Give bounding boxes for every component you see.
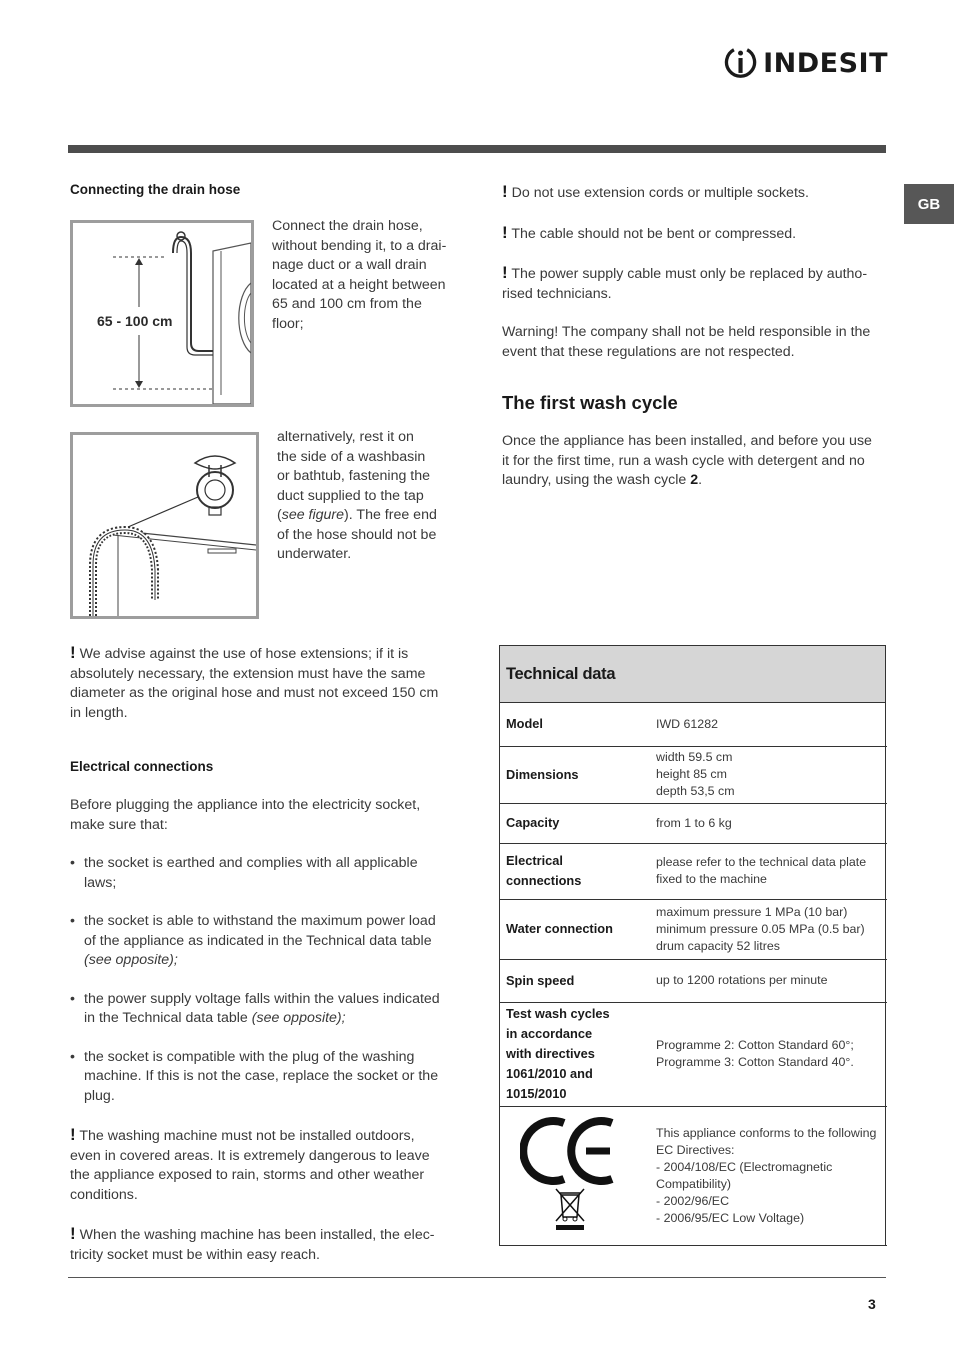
text-line [502, 263, 892, 285]
table-row [500, 1106, 887, 1245]
text-line: 1061/2010 and [506, 1066, 593, 1081]
table-row [500, 1002, 887, 1106]
text-line: conditions. [70, 1186, 138, 1203]
text-line [502, 182, 892, 204]
electrical-section [70, 796, 470, 1265]
drain-height-figure [70, 220, 254, 407]
text-line: laws; [84, 874, 117, 891]
first-wash-heading: The first wash cycle [502, 392, 678, 413]
text-line: with directives [506, 1046, 595, 1061]
spec-value [650, 1002, 887, 1106]
text-line: IWD 61282 [656, 716, 718, 731]
warning-icon: ! [70, 643, 76, 662]
electrical-heading: Electrical connections [70, 759, 214, 774]
text-line: 1015/2010 [506, 1086, 567, 1101]
text-line: absolutely necessary, the extension must have the same [70, 665, 426, 682]
text-line: Electrical [506, 853, 563, 868]
text-line: in accordance [506, 1026, 593, 1041]
see-opposite-reference: (see opposite); [251, 1010, 346, 1026]
text-line: located at a height between [272, 276, 446, 293]
header-rule [68, 145, 886, 153]
text-line: machine. If this is not the case, replace the socket or the [84, 1068, 439, 1084]
spec-label [500, 959, 650, 1002]
text-line: Warning! The company shall not be held responsible in the [502, 324, 871, 340]
spec-label [500, 703, 650, 746]
text-line: - 2004/108/EC (Electromagnetic [656, 1159, 833, 1174]
text-span: Do not use extension cords or multiple sockets. [511, 185, 809, 201]
text-line: nage duct or a wall drain [272, 257, 427, 273]
page-number: 3 [868, 1296, 876, 1312]
text-line: of the appliance as indicated in the Technical data table [84, 932, 432, 949]
text-line: rised technicians. [502, 285, 612, 302]
text-line [502, 471, 892, 491]
spec-value [650, 746, 887, 803]
text-line: Connect the drain hose, [272, 218, 423, 234]
socket-reach-warning [70, 1224, 470, 1265]
footer-rule [68, 1277, 886, 1278]
drain-instructions [272, 217, 462, 334]
spec-value [650, 703, 887, 746]
text-line: width 59.5 cm [656, 750, 733, 764]
text-line: tricity socket must be within easy reach. [70, 1246, 320, 1263]
table-row [500, 843, 887, 899]
list-item [70, 990, 470, 1029]
text-line: depth 53,5 cm [656, 784, 735, 798]
text-line: maximum pressure 1 MPa (10 bar) [656, 904, 848, 919]
text-line: Dimensions [506, 766, 579, 782]
text-line: minimum pressure 0.05 MPa (0.5 bar) [656, 921, 865, 936]
text-line: Capacity [506, 815, 560, 830]
text-line: the appliance exposed to rain, storms and other weather [70, 1167, 425, 1183]
text-line: 65 and 100 cm from the [272, 296, 422, 312]
text-line: Before plugging the appliance into the electricity socket, [70, 797, 421, 813]
see-opposite-reference: (see opposite); [84, 952, 178, 968]
text-span: laundry, using the wash cycle [502, 472, 691, 488]
text-line: duct supplied to the tap [277, 487, 424, 504]
technical-data-heading: Technical data [500, 646, 885, 703]
text-line: Programme 2: Cotton Standard 60°; [656, 1038, 854, 1052]
brand-name: INDESIT [763, 47, 888, 79]
text-line: alternatively, rest it on [277, 429, 414, 445]
text-line: diameter as the original hose and must not exceed 150 cm [70, 685, 439, 701]
text-line: event that these regulations are not respected. [502, 343, 795, 360]
text-line: without bending it, to a drai- [272, 237, 447, 254]
text-line: plug. [84, 1087, 115, 1104]
text-span: The cable should not be bent or compressed. [511, 225, 797, 242]
text-line: • the socket is compatible with the plug of the washing [84, 1048, 415, 1065]
text-line: please refer to the technical data plate [656, 855, 867, 869]
text-line: from 1 to 6 kg [656, 815, 732, 830]
text-span: The power supply cable must only be replaced by autho- [511, 266, 868, 282]
warning-icon: ! [70, 1125, 76, 1144]
warning-icon: ! [502, 222, 508, 242]
text-line: drum capacity 52 litres [656, 938, 780, 953]
table-row [500, 703, 887, 746]
brand-logo [724, 40, 888, 86]
text-line: it for the first time, run a wash cycle with detergent and no [502, 452, 865, 469]
table-row [500, 803, 887, 843]
text-span: ). The free end [344, 507, 437, 523]
text-line: up to 1200 rotations per minute [656, 973, 828, 987]
drain-hose-heading: Connecting the drain hose [70, 182, 241, 197]
text-line [84, 951, 470, 971]
text-line: Once the appliance has been installed, and before you use [502, 433, 872, 449]
text-line: floor; [272, 315, 304, 332]
spec-label [500, 899, 650, 959]
text-span: The washing machine must not be installed outdoors, [79, 1128, 415, 1144]
text-line: This appliance conforms to the following [656, 1125, 877, 1140]
text-line: fixed to the machine [656, 872, 767, 886]
text-line: or bathtub, fastening the [277, 468, 431, 484]
weee-bin-icon [556, 1189, 584, 1230]
spec-value [650, 803, 887, 843]
spec-value [650, 959, 887, 1002]
text-span: in the Technical data table [84, 1010, 252, 1026]
text-line: Model [506, 716, 543, 732]
height-range-label: 65 - 100 cm [97, 313, 173, 329]
table-row [500, 959, 887, 1002]
spec-label [500, 746, 650, 803]
text-line: in length. [70, 704, 128, 721]
text-span: ( [277, 507, 282, 523]
text-line: of the hose should not be [277, 526, 437, 543]
power-warnings [502, 182, 892, 362]
list-item [70, 912, 470, 971]
hose-extension-warning [70, 643, 470, 723]
warning-icon: ! [502, 263, 508, 282]
text-line [70, 1224, 470, 1246]
warning-icon: ! [70, 1224, 76, 1243]
first-wash-text [502, 432, 892, 491]
table-row [500, 746, 887, 803]
language-tab: GB [904, 184, 954, 224]
text-line: underwater. [277, 546, 352, 562]
warning-icon: ! [502, 182, 508, 201]
text-line: height 85 cm [656, 767, 727, 781]
text-line: connections [506, 873, 582, 888]
technical-data-table [499, 645, 886, 1246]
spec-label [500, 1002, 650, 1106]
text-line: even in covered areas. It is extremely dangerous to leave [70, 1147, 430, 1164]
washbasin-hose-figure [70, 432, 259, 619]
washbasin-instructions [277, 428, 467, 565]
text-span: . [698, 472, 703, 488]
spec-value [650, 843, 887, 899]
text-line: • the socket is earthed and complies with all applicable [84, 855, 418, 871]
spec-value [650, 899, 887, 959]
text-line: the side of a washbasin [277, 448, 426, 465]
text-line [70, 1125, 470, 1147]
text-line [277, 506, 467, 526]
wash-cycle-number: 2 [690, 472, 699, 488]
text-span: When the washing machine has been installed, the elec- [79, 1227, 435, 1243]
ce-mark-icon [520, 1111, 620, 1235]
text-line: - 2002/96/EC [656, 1193, 730, 1208]
list-item [70, 854, 470, 893]
text-line: Compatibility) [656, 1176, 732, 1191]
text-span: We advise against the use of hose extensions; if it is [79, 646, 409, 662]
text-line: • the socket is able to withstand the maximum power load [84, 913, 436, 929]
spec-label [500, 803, 650, 843]
text-line: Water connection [506, 921, 613, 936]
text-line [84, 1009, 470, 1029]
spec-label [500, 843, 650, 899]
text-line: - 2006/95/EC Low Voltage) [656, 1210, 805, 1225]
outdoor-warning [70, 1125, 470, 1205]
text-line: Spin speed [506, 972, 575, 988]
text-line: Test wash cycles [506, 1006, 610, 1021]
text-line [502, 223, 892, 245]
spec-table [500, 703, 887, 1246]
list-item [70, 1048, 470, 1107]
text-line: make sure that: [70, 816, 168, 833]
text-line [70, 643, 470, 665]
text-line: EC Directives: [656, 1142, 735, 1157]
see-figure-reference: see figure [281, 507, 345, 523]
text-line: Programme 3: Cotton Standard 40°. [656, 1055, 854, 1069]
table-row [500, 899, 887, 959]
ce-declaration [650, 1106, 887, 1245]
text-line: • the power supply voltage falls within the values indicated [84, 990, 440, 1007]
ce-mark-cell [500, 1106, 650, 1245]
indesit-emblem-icon [724, 42, 757, 84]
